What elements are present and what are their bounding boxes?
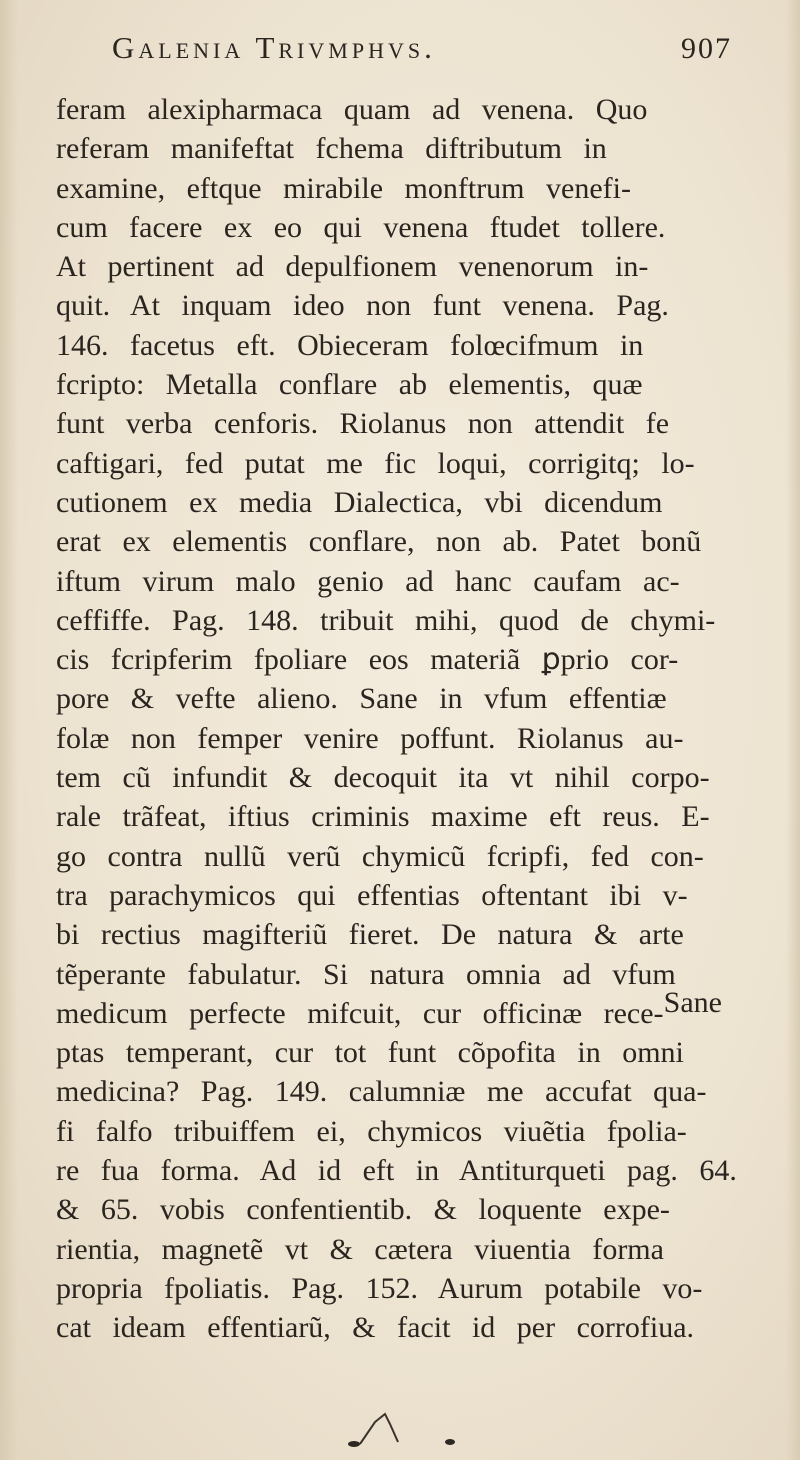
page-header [112, 30, 732, 80]
text-line: caftigari, fed putat me fic loqui, corrigitq; lo- [56, 446, 695, 480]
text-line: medicum perfecte mifcuit, cur officinæ rece- [56, 996, 664, 1030]
text-line: examine, eftque mirabile monftrum venefi- [56, 171, 631, 205]
text-line: referam manifeftat fchema diftributum in [56, 132, 607, 166]
text-line: folæ non femper venire poffunt. Riolanus au- [56, 721, 684, 755]
catchword: Sane [663, 986, 722, 1019]
text-line: cat ideam effentiarũ, & facit id per corrofiua. [56, 1311, 695, 1345]
text-line: medicina? Pag. 149. calumniæ me accufat qua- [56, 1075, 707, 1109]
text-line: erat ex elementis conflare, non ab. Patet bonũ [56, 525, 702, 559]
text-line: pore & vefte alieno. Sane in vfum effentiæ [56, 682, 667, 716]
text-line: ptas temperant, cur tot funt cõpofita in omni [56, 1036, 684, 1070]
page-number: 907 [681, 32, 732, 65]
text-line: tem cũ infundit & decoquit ita vt nihil corpo- [56, 761, 710, 795]
text-line: feram alexipharmaca quam ad venena. Quo [56, 93, 648, 126]
text-line: 146. facetus eft. Obieceram folœcifmum in [56, 328, 644, 362]
text-line: rale trãfeat, iftius criminis maxime eft reus. E- [56, 800, 710, 834]
text-line: go contra nullũ verũ chymicũ fcripfi, fed con- [56, 839, 704, 873]
ink-blot-marks [250, 1398, 480, 1448]
text-line: fcripto: Metalla conflare ab elementis, quæ [56, 368, 643, 402]
text-line: tẽperante fabulatur. Si natura omnia ad vfum [56, 957, 676, 991]
text-line: propria fpoliatis. Pag. 152. Aurum potabile vo- [56, 1271, 703, 1305]
text-line: At pertinent ad depulfionem venenorum in- [56, 250, 649, 284]
text-line: ceffiffe. Pag. 148. tribuit mihi, quod de chymi- [56, 603, 716, 637]
running-head: Galenia Trivmphvs. [112, 30, 436, 65]
body-text [56, 90, 746, 1348]
text-line: iftum virum malo genio ad hanc caufam ac- [56, 564, 680, 598]
text-line: & 65. vobis confentientib. & loquente expe- [56, 1193, 670, 1227]
text-line: funt verba cenforis. Riolanus non attendit fe [56, 407, 670, 441]
page-edge-shadow [786, 0, 800, 1460]
text-line: cum facere ex eo qui venena ftudet tollere. [56, 210, 666, 244]
page-gutter-shadow [0, 0, 18, 1460]
text-line: re fua forma. Ad id eft in Antiturqueti pag. 64. [56, 1154, 737, 1188]
text-line: rientia, magnetẽ vt & cætera viuentia forma [56, 1232, 664, 1266]
text-line: tra parachymicos qui effentias oftentant ibi v- [56, 878, 688, 912]
catchword-row [56, 986, 746, 1026]
text-line: cutionem ex media Dialectica, vbi dicendum [56, 485, 663, 519]
text-line: bi rectius magifteriũ fieret. De natura & arte [56, 918, 684, 952]
text-line: quit. At inquam ideo non funt venena. Pag. [56, 289, 669, 323]
text-line: cis fcripferim fpoliare eos materiã ꝑprio cor- [56, 643, 679, 677]
text-line: fi falfo tribuiffem ei, chymicos viuẽtia fpolia- [56, 1114, 687, 1148]
